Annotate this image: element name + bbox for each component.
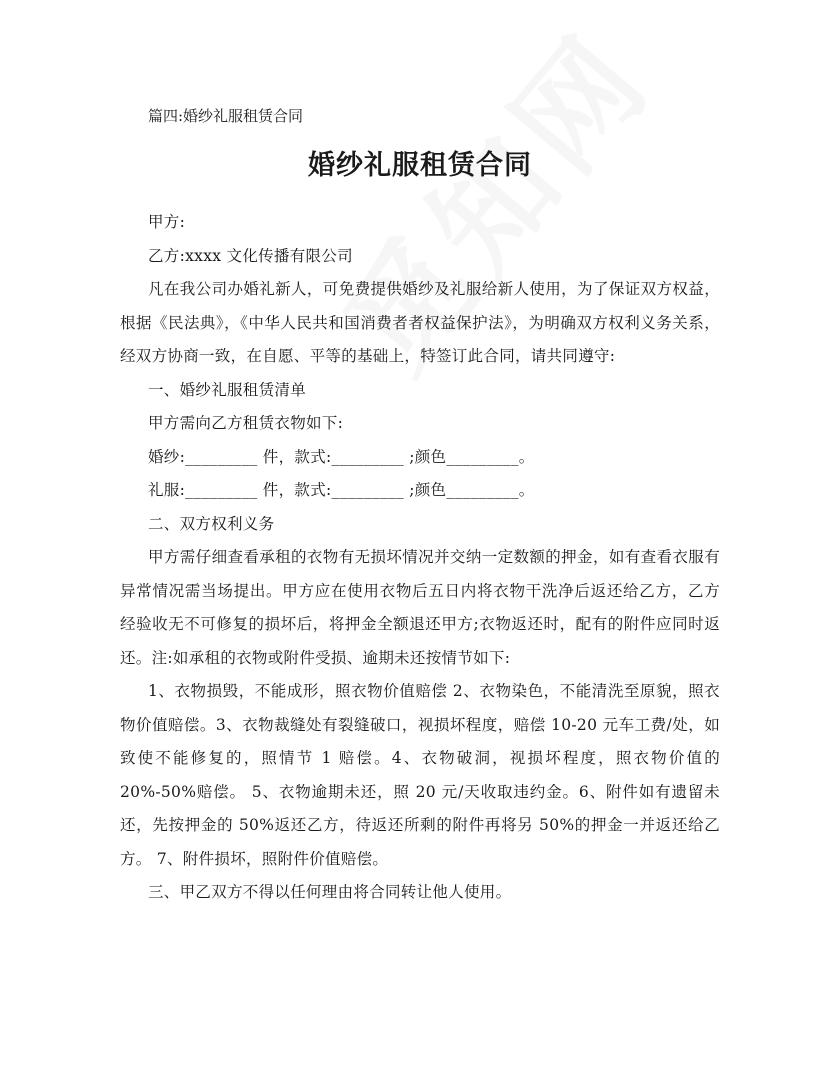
obligations-paragraph: 甲方需仔细查看承租的衣物有无损坏情况并交纳一定数额的押金，如有查看衣服有异常情况需当场提出。甲方应在使用衣物后五日内将衣物干洗净后返还给乙方，乙方经验收无不可修复的损坏后，将押金全额退还甲方;衣物返还时，配有的附件应同时返还。注:如承租的衣物或附件受损、逾期未还按情节如下: xyxy=(120,548,720,667)
wedding-dress-line: 婚纱:_________ 件，款式:_________ ;颜色_________。 xyxy=(148,447,535,466)
party-b-line: 乙方:xxxx 文化传播有限公司 xyxy=(148,246,353,265)
formal-dress-line: 礼服:_________ 件，款式:_________ ;颜色_________。 xyxy=(148,481,535,499)
rental-intro: 甲方需向乙方租赁衣物如下: xyxy=(148,414,344,432)
document-title: 婚纱礼服租赁合同 xyxy=(308,150,532,181)
section-heading-2: 二、双方权利义务 xyxy=(148,514,275,533)
section-label: 篇四:婚纱礼服租赁合同 xyxy=(148,107,304,125)
section-heading-3: 三、甲乙双方不得以任何理由将合同转让他人使用。 xyxy=(148,883,512,901)
section-heading-1: 一、婚纱礼服租赁清单 xyxy=(148,380,307,399)
compensation-paragraph: 1、衣物损毁，不能成形，照衣物价值赔偿 2、衣物染色，不能清洗至原貌，照衣物价值赔偿。3、衣物裁缝处有裂缝破口，视损坏程度，赔偿 10-20 元车工费/处，如致使不能修复的，照情节 1 赔偿。4、衣物破洞，视损坏程度，照衣物价值的 20%-50%赔偿。 5、衣物逾期未还，照 20 元/天收取违约金。6、附件如有遗留未还，先按押金的 50%返还乙方，待返还所剩的附件再将另 50%的押金一并返还给乙方。 7、附件损坏，照附件价值赔偿。 xyxy=(120,682,720,868)
document-body xyxy=(120,104,720,910)
party-a-line: 甲方: xyxy=(148,213,186,231)
preamble-paragraph: 凡在我公司办婚礼新人，可免费提供婚纱及礼服给新人使用，为了保证双方权益，根据《民法典》，《中华人民共和国消费者者权益保护法》，为明确双方权利义务关系，经双方协商一致，在自愿、平等的基础上，特签订此合同，请共同遵守: xyxy=(120,280,720,365)
